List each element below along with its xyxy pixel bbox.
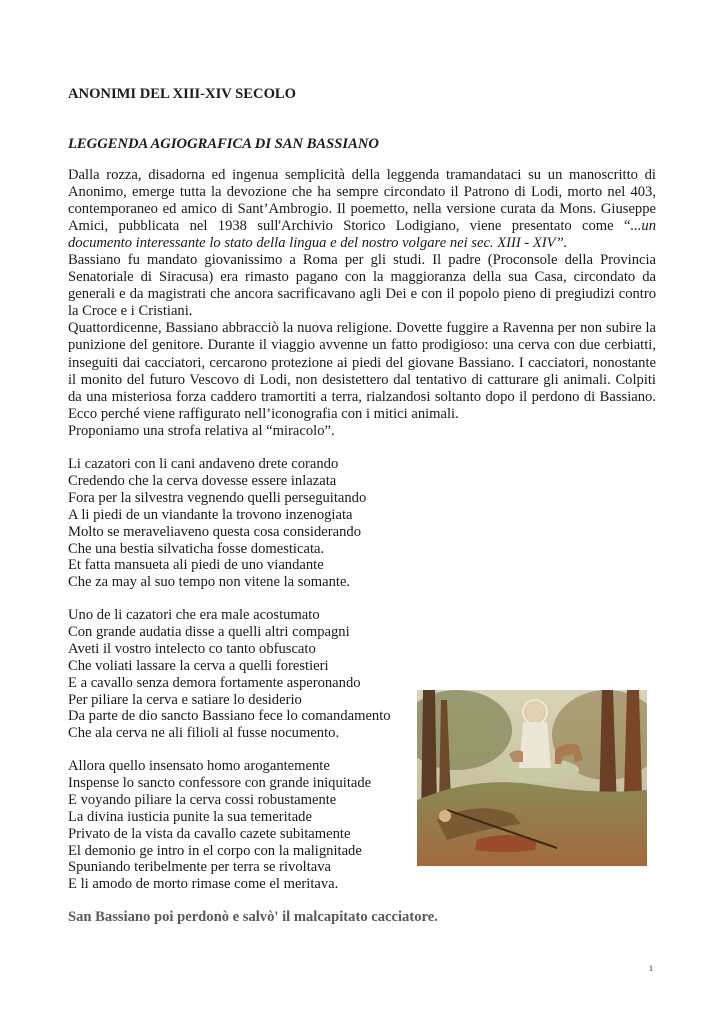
verse-line: Credendo che la cerva dovesse essere inlazata xyxy=(68,472,337,489)
intro-paragraph-1-text: Dalla rozza, disadorna ed ingenua semplicità della leggenda tramandataci su un manoscritto di Anonimo, emerge tutta la devozione che ha sempre circondato il Patrono di Lodi, morto nel 403, contemporaneo ed amico di Sant’Ambrogio. Il poemetto, nella versione curata da Mons. Giuseppe Amici, pubblicata nel 1938 sull'Archivio Storico Lodigiano, viene presentato come “ xyxy=(68,167,656,235)
verse-line: Li cazatori con li cani andaveno drete corando xyxy=(68,456,339,472)
intro-paragraph-4: Proponiamo una strofa relativa al “miracolo”. xyxy=(68,422,335,439)
verse-line: Per piliare la cerva e satiare lo desiderio xyxy=(68,691,302,708)
verse-line: La divina iusticia punite la sua temeritade xyxy=(68,808,312,825)
verse-line: A li piedi de un viandante la trovono inzenogiata xyxy=(68,506,353,523)
intro-paragraph-2: Bassiano fu mandato giovanissimo a Roma per gli studi. Il padre (Proconsole della Provincia Senatoriale di Siracusa) era rimasto pagano con la maggioranza della sua Casa, circondato da generali e da magistrati che ancora sacrificavano agli Dei e con il popolo pieno di pregiudizi contro la Croce e i Cristiani. xyxy=(68,252,656,320)
verse-line: E voyando piliare la cerva cossi robustamente xyxy=(68,791,337,808)
verse-line: Con grande audatia disse a quelli altri compagni xyxy=(68,623,350,640)
verse-line: E li amodo de morto rimase come el meritava. xyxy=(68,876,339,893)
verse-line: Allora quello insensato homo arogantemente xyxy=(68,758,330,774)
page-number: 1 xyxy=(649,964,653,973)
verse-line: Che voliati lassare la cerva a quelli forestieri xyxy=(68,657,329,674)
intro-paragraph-3: Quattordicenne, Bassiano abbracciò la nuova religione. Dovette fuggire a Ravenna per non subire la punizione del genitore. Durante il viaggio avvenne un fatto prodigioso: una cerva con due cerbiatti, inseguiti dai cacciatori, cercarono protezione ai piedi del giovane Bassiano. I cacciatori, nonostante il monito del futuro Vescovo di Lodi, non desistettero dal tentativo di catturare gli animali. Colpiti da una misteriosa forza caddero tramortiti a terra, rialzandosi soltanto dopo il perdono di Bassiano. Ecco perché viene raffigurato nell’iconografia con i mitici animali. xyxy=(68,320,656,422)
verse-line: Uno de li cazatori che era male acostumato xyxy=(68,607,320,623)
verse-line: El demonio ge intro in el corpo con la malignitade xyxy=(68,842,362,859)
intro-text xyxy=(68,167,656,440)
verse-line: Et fatta mansueta ali piedi de uno viandante xyxy=(68,557,324,574)
verse-line: Che za may al suo tempo non vitene la somante. xyxy=(68,574,351,591)
verse-line: Privato de la vista da cavallo cazete subitamente xyxy=(68,825,351,842)
quoted-citation: ...un documento interessante lo stato della lingua e del nostro volgare nei sec. XIII - XIV”. xyxy=(68,218,656,252)
verse-line: Da parte de dio sancto Bassiano fece lo comandamento xyxy=(68,708,391,725)
verse-line: Molto se meraveliaveno questa cosa considerando xyxy=(68,523,361,540)
verse-line: Fora per la silvestra vegnendo quelli perseguitando xyxy=(68,489,367,506)
intro-paragraph-1 xyxy=(68,167,656,252)
author-heading: ANONIMI DEL XIII-XIV SECOLO xyxy=(68,86,297,102)
verse-line: Spuniando teribelmente per terra se rivoltava xyxy=(68,859,331,876)
verse-line: Inspense lo sancto confessore con grande iniquitade xyxy=(68,774,372,791)
poem-stanza-3 xyxy=(68,758,371,893)
document-title: LEGGENDA AGIOGRAFICA DI SAN BASSIANO xyxy=(68,136,379,152)
verse-line: Che una bestia silvaticha fosse domesticata. xyxy=(68,540,325,557)
verse-line: Aveti il vostro intelecto co tanto obfuscato xyxy=(68,640,316,657)
poem-stanza-1 xyxy=(68,456,366,591)
san-bassiano-painting xyxy=(417,690,647,866)
verse-line: Che ala cerva ne ali filioli al fusse nocumento. xyxy=(68,725,340,742)
verse-line: E a cavallo senza demora fortamente asperonando xyxy=(68,674,361,691)
poem-stanza-2 xyxy=(68,607,391,742)
closing-statement: San Bassiano poi perdonò e salvò' il malcapitato cacciatore. xyxy=(68,909,438,925)
